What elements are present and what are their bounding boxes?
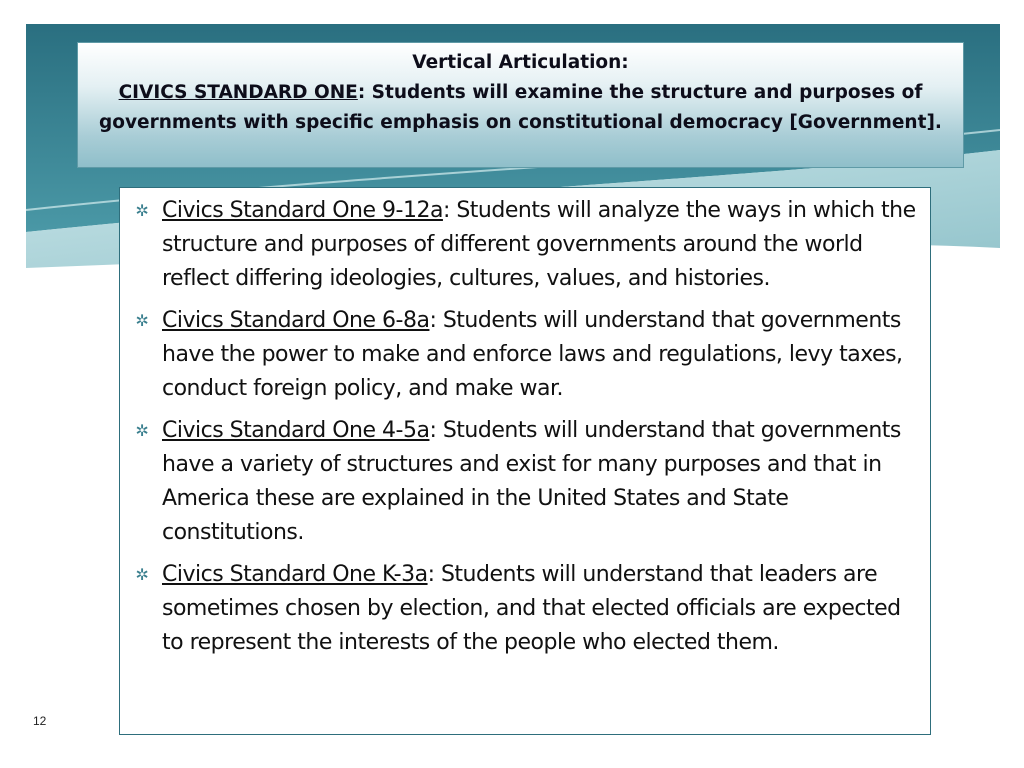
title-box [77, 42, 964, 168]
title-standard-text: : Students will examine the structure and purposes of governments with specific emphasis on constitutional democracy [Government]. [99, 82, 942, 133]
standard-reference: Civics Standard One 9-12a [162, 198, 443, 223]
standard-reference: Civics Standard One 6-8a [162, 308, 430, 333]
standard-description: : Students will understand that governments have the power to make and enforce laws and regulations, levy taxes, conduct foreign policy, and make war. [162, 308, 903, 401]
standard-reference: Civics Standard One K-3a [162, 562, 428, 587]
list-item [130, 558, 920, 660]
list-item [130, 304, 920, 406]
content-box [119, 187, 931, 735]
asterisk-icon: ✲ [135, 311, 149, 330]
asterisk-icon: ✲ [135, 201, 149, 220]
standards-list [130, 194, 920, 660]
asterisk-icon: ✲ [135, 565, 149, 584]
standard-reference: Civics Standard One 4-5a [162, 418, 430, 443]
list-item [130, 194, 920, 296]
standard-description: : Students will analyze the ways in which the structure and purposes of different governments around the world reflect differing ideologies, cultures, values, and histories. [162, 198, 916, 291]
title-standard-name: CIVICS STANDARD ONE [118, 82, 358, 103]
standard-description: : Students will understand that governments have a variety of structures and exist for many purposes and that in America these are explained in the United States and State constitutions. [162, 418, 901, 545]
asterisk-icon: ✲ [135, 421, 149, 440]
title-standard [78, 78, 963, 138]
list-item [130, 414, 920, 550]
standard-description: : Students will understand that leaders are sometimes chosen by election, and that elected officials are expected to represent the interests of the people who elected them. [162, 562, 901, 655]
title-heading: Vertical Articulation: [412, 52, 629, 73]
page-number: 12 [33, 714, 47, 728]
